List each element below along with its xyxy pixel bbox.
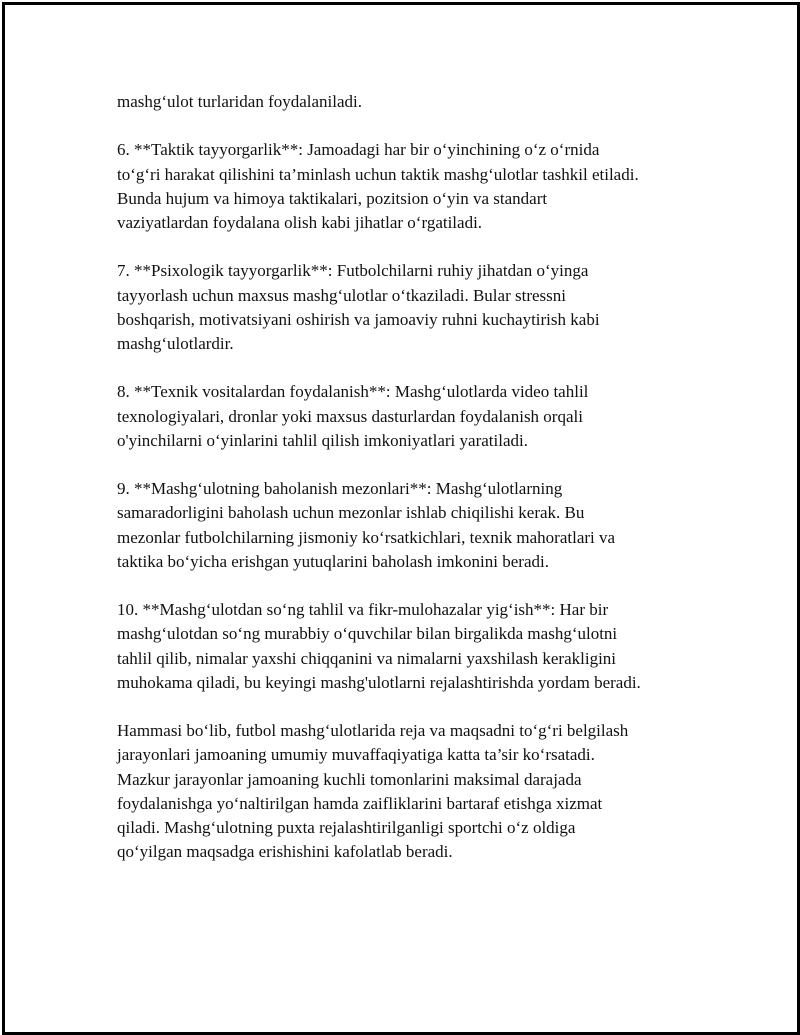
text-line: mashg‘ulotdan so‘ng murabbiy o‘quvchilar bilan birgalikda mashg‘ulotni	[117, 624, 618, 644]
text-line: taktika bo‘yicha erishgan yutuqlarini baholash imkonini beradi.	[117, 551, 549, 571]
text-line: Bunda hujum va himoya taktikalari, pozitsion o‘yin va standart	[117, 188, 548, 208]
text-line: 7. **Psixologik tayyorgarlik**: Futbolchilarni ruhiy jihatdan o‘yinga	[117, 261, 589, 281]
paragraph-item-10	[117, 598, 697, 695]
paragraph-conclusion	[117, 719, 697, 864]
text-line: 10. **Mashg‘ulotdan so‘ng tahlil va fikr-mulohazalar yig‘ish**: Har bir	[117, 600, 609, 620]
paragraph-item-8	[117, 380, 697, 453]
text-line: Hammasi bo‘lib, futbol mashg‘ulotlarida reja va maqsadni to‘g‘ri belgilash	[117, 721, 629, 741]
paragraph-item-6	[117, 138, 697, 235]
text-line: texnologiyalari, dronlar yoki maxsus dasturlardan foydalanish orqali	[117, 406, 583, 426]
text-line: mashg‘ulotlardir.	[117, 334, 234, 353]
text-line: Mazkur jarayonlar jamoaning kuchli tomonlarini maksimal darajada	[117, 769, 582, 789]
text-line: tayyorlash uchun maxsus mashg‘ulotlar o‘tkaziladi. Bular stressni	[117, 285, 566, 305]
text-line: vaziyatlardan foydalana olish kabi jihatlar o‘rgatiladi.	[117, 213, 483, 232]
paragraph-item-9	[117, 477, 697, 574]
text-line: foydalanishga yo‘naltirilgan hamda zaifliklarini bartaraf etishga xizmat	[117, 793, 603, 813]
text-line: o'yinchilarni o‘yinlarini tahlil qilish imkoniyatlari yaratiladi.	[117, 430, 528, 450]
text-line: jarayonlari jamoaning umumiy muvaffaqiyatiga katta ta’sir ko‘rsatadi.	[117, 745, 595, 765]
text-line: mashg‘ulot turlaridan foydalaniladi.	[117, 92, 363, 111]
paragraph-continuation	[117, 90, 697, 114]
text-line: tahlil qilib, nimalar yaxshi chiqqanini va nimalarni yaxshilash kerakligini	[117, 648, 617, 668]
text-line: qo‘yilgan maqsadga erishishini kafolatlab beradi.	[117, 842, 453, 862]
text-line: mezonlar futbolchilarning jismoniy ko‘rsatkichlari, texnik mahoratlari va	[117, 527, 616, 547]
text-line: to‘g‘ri harakat qilishini ta’minlash uchun taktik mashg‘ulotlar tashkil etiladi.	[117, 164, 639, 184]
text-line: qiladi. Mashg‘ulotning puxta rejalashtirilganligi sportchi o‘z oldiga	[117, 818, 576, 837]
text-line: samaradorligini baholash uchun mezonlar ishlab chiqilishi kerak. Bu	[117, 503, 585, 523]
text-line: boshqarish, motivatsiyani oshirish va jamoaviy ruhni kuchaytirish kabi	[117, 309, 600, 329]
text-line: 8. **Texnik vositalardan foydalanish**: Mashg‘ulotlarda video tahlil	[117, 382, 589, 402]
text-line: 6. **Taktik tayyorgarlik**: Jamoadagi har bir o‘yinchining o‘z o‘rnida	[117, 140, 600, 160]
paragraph-item-7	[117, 259, 697, 356]
document-body	[117, 90, 697, 889]
text-line: muhokama qiladi, bu keyingi mashg'ulotlarni rejalashtirishda yordam beradi.	[117, 672, 641, 692]
text-line: 9. **Mashg‘ulotning baholanish mezonlari**: Mashg‘ulotlarning	[117, 479, 563, 499]
